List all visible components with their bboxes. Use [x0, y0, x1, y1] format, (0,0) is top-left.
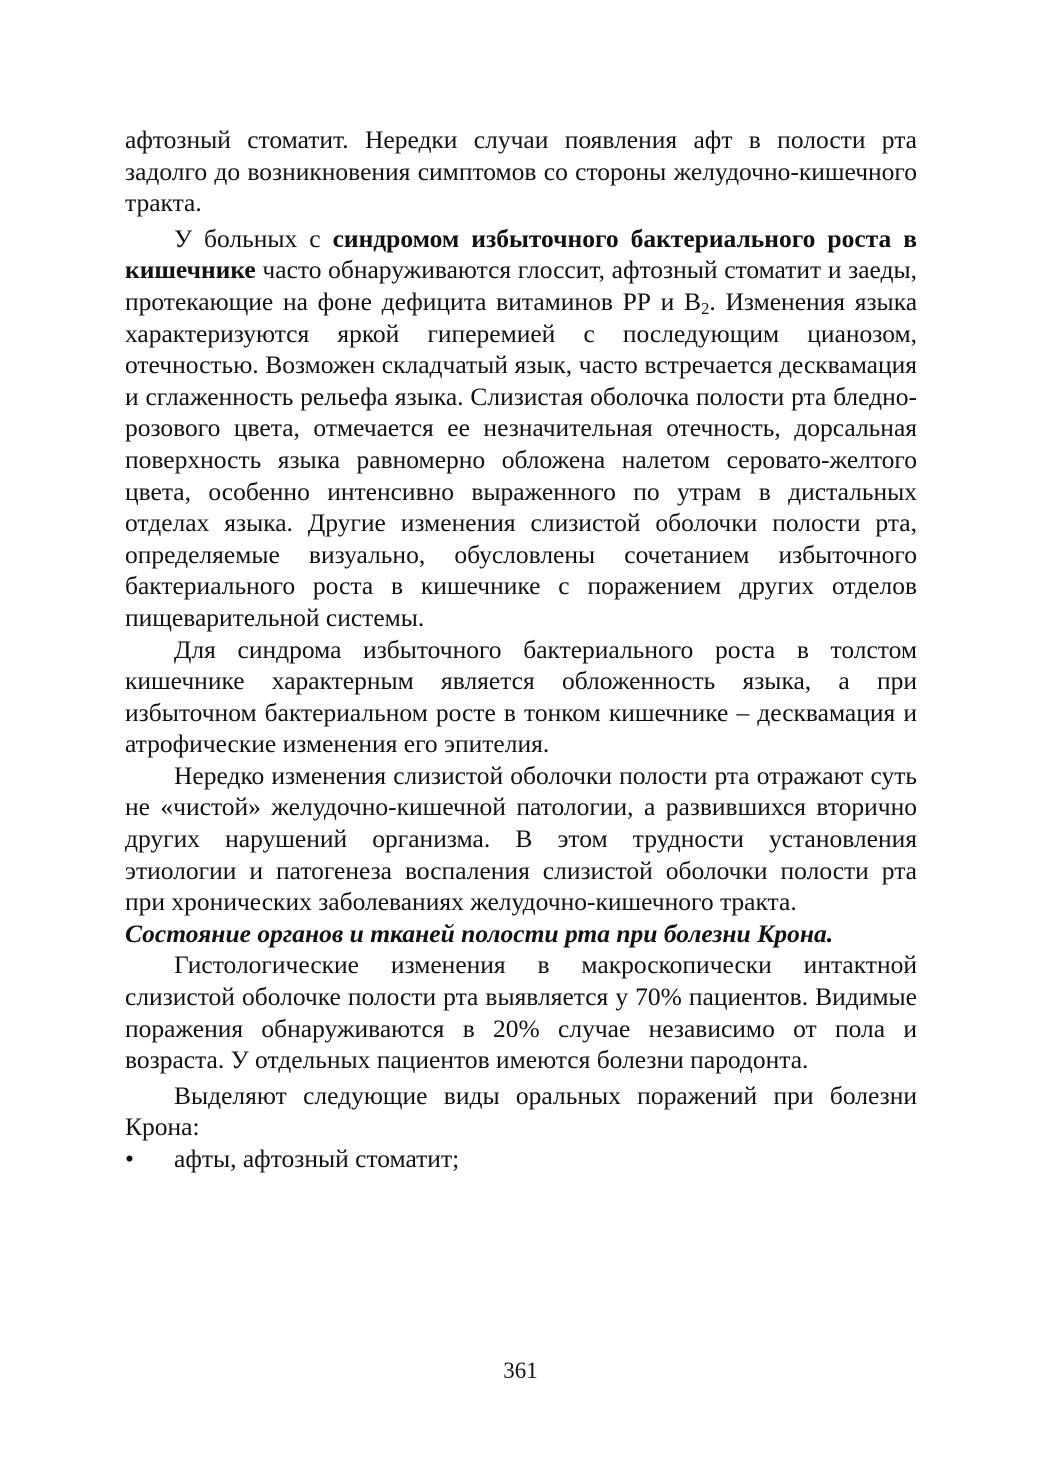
page-body	[125, 124, 917, 1175]
bullet-list	[125, 1143, 917, 1175]
section-heading: Состояние органов и тканей полости рта при болезни Крона.	[125, 918, 834, 948]
paragraph-lead: У больных с	[174, 223, 333, 253]
list-item-text: афты, афтозный стоматит;	[174, 1144, 460, 1173]
paragraph-lesion-types: Выделяют следующие виды оральных поражений при болезни Крона:	[125, 1080, 917, 1142]
paragraph-continuation: афтозный стоматит. Нередки случаи появления афт в полости рта задолго до возникновения симптомов со стороны желудочно-кишечного тракта.	[125, 125, 917, 218]
subscript: 2	[701, 299, 710, 319]
paragraph-text: . Изменения языка характеризуются яркой гиперемией с последующим цианозом, отечностью. Возможен складчатый язык, часто встречается десквамация и сглаженность рельефа языка. Слизистая оболочка полости рта бледно-розового цвета, отмечается ее незначительная отечность, дорсальная поверхность языка равномерно обложена налетом серовато-желтого цвета, особенно интенсивно выраженного по утрам в дистальных отделах языка. Другие изменения слизистой оболочки полости рта, определяемые визуально, обусловлены сочетанием избыточного бактериального роста в кишечнике с поражением других отделов пищеварительной системы.	[125, 286, 918, 632]
paragraph-mucosa-changes: Нередко изменения слизистой оболочки полости рта отражают суть не «чистой» желудочно-кишечной патологии, а развившихся вторично других нарушений организма. В этом трудности установления этиологии и патогенеза воспаления слизистой оболочки полости рта при хронических заболеваниях желудочно-кишечного тракта.	[125, 760, 917, 917]
paragraph-text: часто обнаруживаются глоссит, афтозный стоматит и заеды, протекающие на фоне дефицита витаминов РР и В	[125, 255, 917, 316]
bold-term: синдромом избыточного бактериального роста в кишечнике	[125, 223, 917, 285]
paragraph-colon-small-intestine: Для синдрома избыточного бактериального роста в толстом кишечнике характерным является обложенность языка, а при избыточном бактериальном росте в тонком кишечнике – десквамация и атрофические изменения его эпителия.	[125, 634, 917, 759]
page-number: 361	[503, 1358, 538, 1383]
list-item	[125, 1143, 917, 1175]
bullet-icon: •	[125, 1144, 134, 1173]
paragraph-bacterial-overgrowth	[125, 223, 917, 634]
paragraph-histology: Гистологические изменения в макроскопически интактной слизистой оболочке полости рта выявляется у 70% пациентов. Видимые поражения обнаруживаются в 20% случае независимо от пола и возраста. У отдельных пациентов имеются болезни пародонта.	[125, 950, 917, 1075]
